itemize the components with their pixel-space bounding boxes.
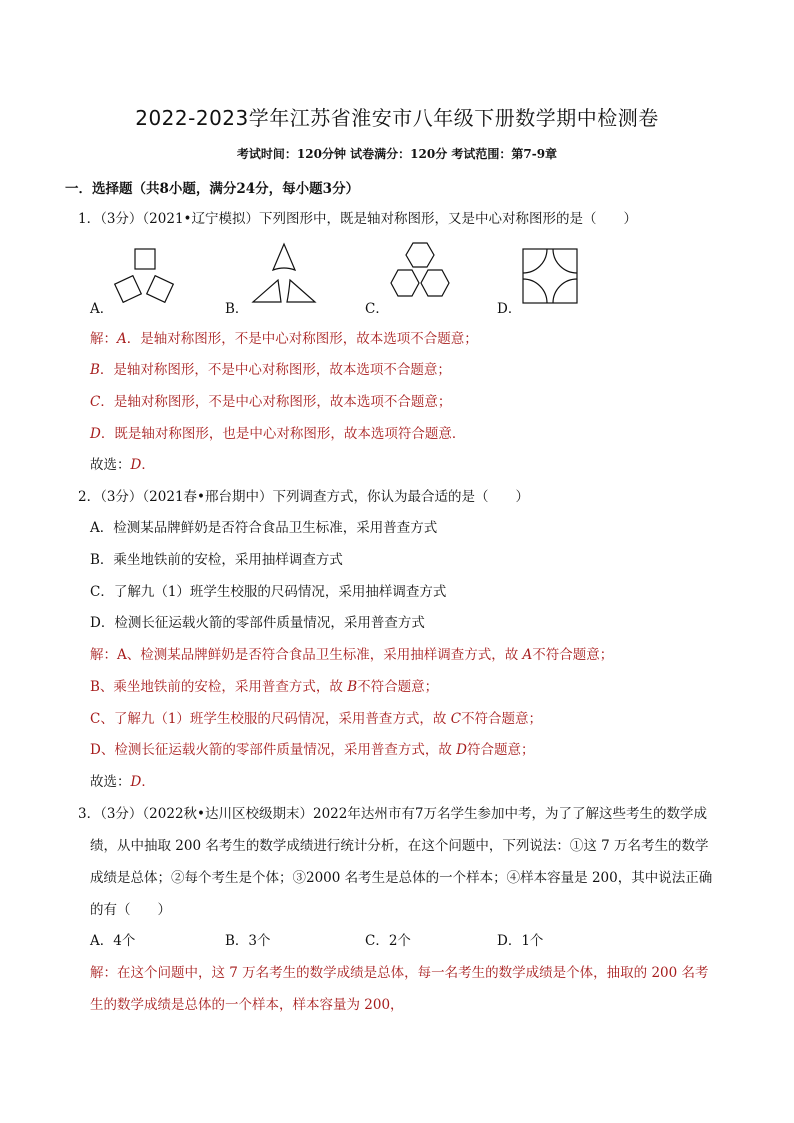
q2-solution-line: C、了解九（1）班学生校服的尺码情况，采用普查方式，故 C不符合题意； [90,711,543,727]
q1-solution-line: 解：A．是轴对称图形，不是中心对称图形，故本选项不合题意； [90,331,478,347]
q1-answer: 故选：D． [90,457,155,473]
q3-option-b: B．3个 [225,933,271,949]
q1-figure-c [385,240,457,306]
q1-option-c: C． [365,301,389,317]
q1-figure-b [245,240,323,308]
q1-stem: 1．（3分）（2021•辽宁模拟）下列图形中，既是轴对称图形，又是中心对称图形的是（ ） [78,211,637,227]
q3-stem-line: 的有（ ） [90,902,171,918]
section-heading: 一．选择题（共8小题，满分24分，每小题3分） [65,181,360,197]
q3-solution-line: 生的数学成绩是总体的一个样本，样本容量为 200， [90,997,404,1013]
q1-option-d: D． [497,301,522,317]
q3-stem-line: 成绩是总体；②每个考生是个体；③2000 名考生是总体的一个样本；④样本容量是 200，其中说法正确 [90,870,713,886]
q2-option-a: A．检测某品牌鲜奶是否符合食品卫生标准，采用普查方式 [90,520,438,536]
q3-option-c: C．2个 [365,933,411,949]
page-title: 2022-2023学年江苏省淮安市八年级下册数学期中检测卷 [135,106,659,130]
q2-stem: 2．（3分）（2021春•邢台期中）下列调查方式，你认为最合适的是（ ） [78,489,529,505]
q3-stem-line: 绩，从中抽取 200 名考生的数学成绩进行统计分析，在这个问题中，下列说法：①这 7 万名考生的数学 [90,838,709,854]
q1-figure-a [108,245,183,307]
q1-solution-line: D．既是轴对称图形，也是中心对称图形，故本选项符合题意． [90,426,466,442]
exam-info: 考试时间：120分钟 试卷满分：120分 考试范围：第7-9章 [236,147,558,161]
q3-option-d: D．1个 [497,933,544,949]
q1-solution-line: C．是轴对称图形，不是中心对称图形，故本选项不合题意； [90,394,452,410]
q2-option-b: B．乘坐地铁前的安检，采用抽样调查方式 [90,552,343,568]
q1-figure-d [520,246,580,306]
q2-answer: 故选：D． [90,774,155,790]
q2-option-c: C．了解九（1）班学生校服的尺码情况，采用抽样调查方式 [90,584,447,600]
q3-stem-line: 3．（3分）（2022秋•达川区校级期末）2022年达州市有7万名学生参加中考，为了了解这些考生的数学成 [78,806,707,822]
q3-solution-line: 解：在这个问题中，这 7 万名考生的数学成绩是总体，每一名考生的数学成绩是个体，抽取的 200 名考 [90,965,709,981]
q1-solution-line: B．是轴对称图形，不是中心对称图形，故本选项不合题意； [90,362,451,378]
q1-option-b: B． [225,301,249,317]
q2-solution-line: 解：A、检测某品牌鲜奶是否符合食品卫生标准，采用抽样调查方式，故 A不符合题意； [90,647,614,663]
q2-option-d: D．检测长征运载火箭的零部件质量情况，采用普查方式 [90,615,425,631]
q3-option-a: A．4个 [90,933,136,949]
q2-solution-line: D、检测长征运载火箭的零部件质量情况，采用普查方式，故 D符合题意； [90,742,535,758]
q1-option-a: A． [90,301,114,317]
q2-solution-line: B、乘坐地铁前的安检，采用普查方式，故 B不符合题意； [90,679,439,695]
